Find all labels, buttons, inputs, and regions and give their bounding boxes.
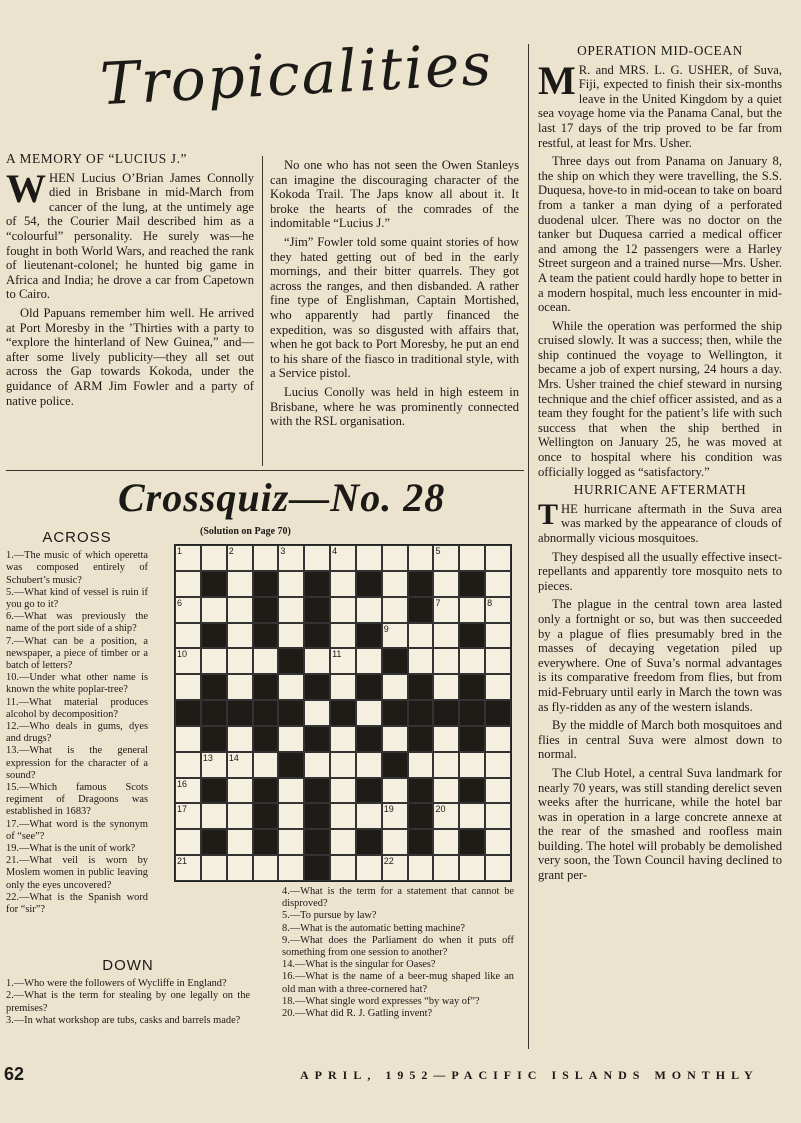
grid-cell[interactable]: [175, 752, 201, 778]
hurricane-p2: They despised all the usually effective insect-repellants and apparently tore mosquito nets to pieces.: [538, 549, 782, 593]
cell-number: 5: [435, 546, 441, 556]
grid-cell-black: [356, 623, 382, 649]
cell-number: 7: [435, 597, 441, 608]
cell-number: 19: [383, 804, 394, 815]
grid-cell[interactable]: [433, 571, 459, 597]
cell-number: 21: [177, 856, 188, 867]
clue: 6.—What was previously the name of the port side of a ship?: [6, 611, 148, 635]
hurricane-p1: THE hurricane aftermath in the Suva area was marked by the appearance of clouds of abnormally vicious mosquitoes.: [538, 497, 782, 545]
grid-cell-black: [408, 778, 434, 804]
crossquiz-title: Crossquiz—No. 28: [118, 475, 446, 520]
grid-cell[interactable]: [278, 571, 304, 597]
grid-cell[interactable]: [485, 648, 511, 674]
grid-cell[interactable]: [201, 545, 227, 571]
grid-cell[interactable]: [278, 829, 304, 855]
grid-cell-black: [304, 623, 330, 649]
grid-cell[interactable]: [330, 674, 356, 700]
grid-cell-black: [433, 700, 459, 726]
clue: 12.—Who deals in gums, dyes and drugs?: [6, 721, 148, 745]
cell-number: 4: [332, 546, 338, 556]
column-divider-right: [528, 44, 529, 1049]
cell-number: 12: [177, 701, 188, 712]
grid-cell[interactable]: [330, 829, 356, 855]
clue: 13.—What is the general expression for the character of a sound?: [6, 745, 148, 781]
grid-cell-black: [408, 700, 434, 726]
grid-cell[interactable]: [459, 597, 485, 623]
grid-cell[interactable]: [278, 545, 304, 571]
lucius-p4: “Jim” Fowler told some quaint stories of how they hated getting out of bed in the early mornings, and their bitter quarrels. They got across the ranges, and then disbanded. A rather fine type of Englishman, Captain Mortished, who apparently had partly financed the expedition, was so disgusted with affairs that, when he got back to Port Moresby, he put an end to his share of the fiasco in traditional style, with a Service pistol.: [270, 234, 519, 381]
grid-cell[interactable]: [433, 752, 459, 778]
grid-cell[interactable]: [175, 545, 201, 571]
grid-cell[interactable]: [382, 803, 408, 829]
grid-cell[interactable]: [408, 545, 434, 571]
grid-cell[interactable]: [459, 545, 485, 571]
grid-cell[interactable]: [485, 752, 511, 778]
across-clues: [6, 529, 148, 916]
cell-number: 10: [177, 649, 188, 660]
grid-cell[interactable]: [330, 648, 356, 674]
clue: 1.—Who were the followers of Wycliffe in England?: [6, 978, 227, 990]
grid-cell-black: [408, 829, 434, 855]
grid-cell[interactable]: [356, 648, 382, 674]
hurricane-p4: By the middle of March both mosquitoes and flies in central Suva were almost down to normal.: [538, 718, 782, 762]
grid-cell[interactable]: [356, 700, 382, 726]
cell-number: 17: [177, 804, 188, 815]
clue: 22.—What is the Spanish word for “sir”?: [6, 891, 148, 916]
grid-cell[interactable]: [330, 803, 356, 829]
grid-cell[interactable]: [485, 623, 511, 649]
grid-cell[interactable]: [227, 623, 253, 649]
grid-cell-black: [485, 700, 511, 726]
operation-p2: Three days out from Panama on January 8, the ship on which they were travelling, the S.S. Duquesa, hove-to in mid-ocean to take on board from a tanker a man dying of a perforated duodenal ulcer. There was no doctor on the tanker but Duquesa carried a medical officer and among the 12 passengers were a Harley Street surgeon and a trained nurse—Mrs. Usher. A team the patient could hardly hope to better in a modern hospital, much less encounter in mid-ocean.: [538, 154, 782, 315]
grid-cell-black: [253, 778, 279, 804]
grid-cell[interactable]: [382, 571, 408, 597]
grid-cell[interactable]: [485, 855, 511, 881]
cell-number: 1: [177, 546, 183, 556]
right-col: [538, 44, 782, 887]
cell-number: 11: [332, 649, 342, 660]
grid-cell[interactable]: [356, 752, 382, 778]
grid-cell[interactable]: [382, 829, 408, 855]
clue: 5.—What kind of vessel is ruin if you go to it?: [6, 586, 148, 611]
page-number: 62: [4, 1064, 25, 1084]
grid-cell[interactable]: [253, 545, 279, 571]
grid-cell[interactable]: [227, 803, 253, 829]
down-clues-right: [282, 886, 514, 1020]
grid-cell-black: [330, 700, 356, 726]
grid-cell[interactable]: [356, 545, 382, 571]
clue: 19.—What is the unit of work?: [6, 843, 136, 855]
grid-cell[interactable]: [201, 855, 227, 881]
drop-cap-w: W: [6, 165, 46, 211]
grid-cell[interactable]: [459, 855, 485, 881]
grid-cell-black: [356, 778, 382, 804]
grid-cell[interactable]: [201, 597, 227, 623]
grid-cell[interactable]: [278, 726, 304, 752]
grid-cell-black: [408, 803, 434, 829]
grid-cell[interactable]: [382, 855, 408, 881]
grid-cell[interactable]: [485, 803, 511, 829]
cell-number: 22: [383, 856, 394, 867]
grid-cell[interactable]: [433, 726, 459, 752]
grid-cell-black: [459, 829, 485, 855]
grid-cell[interactable]: [175, 726, 201, 752]
clue: 14.—What is the singular for Oases?: [282, 959, 436, 971]
lucius-p1: WHEN Lucius O’Brian James Connolly died in Brisbane in mid-March from cancer of the lung, at the untimely age of 54, the Courier Mail described him as a “colourful” personality. He surely was—he fought in both World Wars, and reached the rank of lieutenant-colonel; he hunted big game in Africa and India; he drove a car from Capetown to Cairo.: [6, 165, 254, 302]
lucius-p3: No one who has not seen the Owen Stanleys can imagine the discouraging character of the Kokoda Trail. The Japs know all about it. It broke the hearts of the comrades of the indomitable “Lucius J.”: [270, 158, 519, 231]
grid-cell[interactable]: [330, 545, 356, 571]
grid-cell[interactable]: [253, 648, 279, 674]
operation-heading: OPERATION MID-OCEAN: [577, 43, 743, 58]
grid-cell[interactable]: [382, 623, 408, 649]
clue: 2.—What is the term for stealing by one legally on the premises?: [6, 990, 250, 1014]
operation-p3: While the operation was performed the ship cruised slowly. It was a success; then, while the ship continued the voyage to Wellington, it became a job of expert nursing, 24 hours a day. Mrs. Usher trained the chief steward in nursing technique and the chief officer assisted, and as a team they fought for the patient’s life with such success that when the ship berthed in Wellington on January 25, he was moved at once to hospital where his condition was officially logged as “satisfactory.”: [538, 318, 782, 479]
grid-cell[interactable]: [433, 803, 459, 829]
grid-cell-black: [304, 571, 330, 597]
grid-cell-black: [278, 648, 304, 674]
grid-cell-black: [304, 674, 330, 700]
cell-number: 18: [306, 804, 317, 815]
grid-cell[interactable]: [330, 726, 356, 752]
grid-cell[interactable]: [330, 778, 356, 804]
hurricane-p5: The Club Hotel, a central Suva landmark for nearly 70 years, was still standing derelict seven weeks after the hurricane, while the hotel bar was in operation in a large concrete annexe at the rear of the smashed and roofless main building. The hotel will probably be demolished very soon, the Town Council having declined to grant per-: [538, 765, 782, 883]
grid-cell-black: [408, 726, 434, 752]
grid-cell-black: [253, 829, 279, 855]
grid-cell[interactable]: [278, 597, 304, 623]
grid-cell-black: [356, 674, 382, 700]
grid-cell[interactable]: [330, 855, 356, 881]
grid-cell[interactable]: [227, 778, 253, 804]
grid-cell[interactable]: [485, 597, 511, 623]
grid-cell[interactable]: [227, 855, 253, 881]
grid-cell[interactable]: [304, 545, 330, 571]
grid-cell-black: [356, 829, 382, 855]
grid-cell-black: [278, 700, 304, 726]
grid-cell-black: [304, 597, 330, 623]
grid-cell[interactable]: [356, 803, 382, 829]
lucius-col-1: [6, 152, 254, 412]
grid-cell-black: [304, 778, 330, 804]
grid-cell-black: [201, 674, 227, 700]
clue: 11.—What material produces alcohol by decomposition?: [6, 696, 148, 720]
grid-cell-black: [459, 674, 485, 700]
grid-cell[interactable]: [433, 778, 459, 804]
clue: 21.—What veil is worn by Moslem women in public leaving only the eyes uncovered?: [6, 855, 148, 891]
grid-cell[interactable]: [175, 674, 201, 700]
lucius-p5: Lucius Conolly was held in high esteem in Brisbane, where he was prominently connected with the RSL organisation.: [270, 384, 519, 429]
cell-number: 2: [228, 546, 234, 556]
grid-cell[interactable]: [408, 623, 434, 649]
grid-cell[interactable]: [278, 623, 304, 649]
grid-cell[interactable]: [356, 855, 382, 881]
grid-cell[interactable]: [278, 803, 304, 829]
grid-cell-black: [382, 648, 408, 674]
lucius-heading: A MEMORY OF “LUCIUS J.”: [6, 151, 188, 166]
grid-cell[interactable]: [175, 571, 201, 597]
grid-cell-black: [356, 726, 382, 752]
grid-cell[interactable]: [201, 648, 227, 674]
grid-cell[interactable]: [459, 648, 485, 674]
grid-cell[interactable]: [433, 648, 459, 674]
grid-cell[interactable]: [175, 829, 201, 855]
crossword-grid: [174, 544, 512, 882]
cell-number: 14: [228, 752, 239, 763]
grid-cell[interactable]: [227, 545, 253, 571]
hurricane-heading: HURRICANE AFTERMATH: [573, 482, 747, 498]
grid-cell-black: [201, 726, 227, 752]
grid-cell[interactable]: [485, 545, 511, 571]
grid-cell[interactable]: [304, 700, 330, 726]
grid-cell-black: [408, 674, 434, 700]
grid-cell[interactable]: [304, 648, 330, 674]
operation-p1: M R. and MRS. L. G. USHER, of Suva, Fiji, expected to finish their six-months leave in the United Kingdom by a quiet sea voyage home via the Panama Canal, but the last 17 days of the trip proved to be far from restful, at least for Mrs. Usher.: [538, 57, 782, 150]
grid-cell-black: [201, 623, 227, 649]
grid-cell[interactable]: [175, 803, 201, 829]
grid-cell[interactable]: [433, 545, 459, 571]
drop-cap-t: T: [538, 497, 559, 531]
grid-cell-black: [459, 726, 485, 752]
clue: 8.—What is the automatic betting machine?: [282, 922, 465, 934]
grid-cell[interactable]: [175, 855, 201, 881]
grid-cell[interactable]: [433, 623, 459, 649]
grid-cell[interactable]: [408, 752, 434, 778]
grid-cell-black: [201, 700, 227, 726]
solution-note: (Solution on Page 70): [200, 526, 291, 537]
grid-cell[interactable]: [227, 648, 253, 674]
grid-cell-black: [304, 829, 330, 855]
clue: 10.—Under what other name is known the white poplar-tree?: [6, 672, 148, 696]
grid-cell-black: [253, 803, 279, 829]
grid-cell-black: [278, 752, 304, 778]
lucius-col-2: [270, 158, 519, 433]
grid-cell-black: [227, 700, 253, 726]
masthead-title: Tropicalities: [98, 29, 495, 119]
grid-cell-black: [304, 855, 330, 881]
grid-cell[interactable]: [485, 829, 511, 855]
cell-number: 3: [280, 546, 286, 556]
grid-cell-black: [356, 571, 382, 597]
grid-cell[interactable]: [485, 571, 511, 597]
cell-number: 8: [487, 597, 493, 608]
grid-cell[interactable]: [175, 623, 201, 649]
grid-cell[interactable]: [382, 674, 408, 700]
grid-cell-black: [253, 700, 279, 726]
footer-title: APRIL, 1952—PACIFIC ISLANDS MONTHLY: [300, 1068, 759, 1082]
lucius-p2: Old Papuans remember him well. He arrived at Port Moresby in the ’Thirties with a party to “explore the hinterland of New Guinea,” and—after some lively publicity—they all set out across the Gap towards Kokoda, under the guidance of ARM Jim Fowler and a party of native police.: [6, 305, 254, 408]
drop-cap-m: M: [538, 57, 576, 103]
grid-cell[interactable]: [433, 674, 459, 700]
clue: 7.—What can be a position, a newspaper, a piece of timber or a batch of letters?: [6, 635, 148, 672]
grid-cell[interactable]: [330, 597, 356, 623]
clue: 3.—In what workshop are tubs, casks and barrels made?: [6, 1014, 241, 1026]
grid-cell-black: [382, 752, 408, 778]
across-heading: ACROSS: [42, 529, 112, 546]
grid-cell[interactable]: [201, 803, 227, 829]
grid-cell[interactable]: [408, 648, 434, 674]
grid-cell-black: [201, 778, 227, 804]
clue: 1.—The music of which operetta was composed entirely of Schubert’s music?: [6, 550, 148, 586]
grid-cell-black: [408, 571, 434, 597]
cell-number: 15: [383, 752, 394, 763]
grid-cell-black: [304, 726, 330, 752]
grid-cell[interactable]: [227, 674, 253, 700]
grid-cell[interactable]: [227, 829, 253, 855]
grid-cell[interactable]: [175, 648, 201, 674]
grid-cell[interactable]: [433, 597, 459, 623]
grid-cell[interactable]: [330, 623, 356, 649]
hurricane-p3: The plague in the central town area lasted only a fortnight or so, but was then succeeded by a plague of flies presumably bred in the masses of decaying vegetation piled up everywhere. One of Suva’s normal advantages is its comparative freedom from flies, but from mid-February until early in March the town was as fly-ridden as any of the western islands.: [538, 597, 782, 714]
grid-cell-black: [253, 623, 279, 649]
grid-cell[interactable]: [201, 752, 227, 778]
grid-cell[interactable]: [227, 752, 253, 778]
grid-cell-black: [459, 700, 485, 726]
clue: 9.—What does the Parliament do when it puts off something from one session to another?: [282, 934, 514, 959]
down-clues-left: [6, 957, 250, 1027]
grid-cell-black: [175, 700, 201, 726]
column-divider-left: [262, 156, 263, 466]
grid-cell-black: [253, 726, 279, 752]
clue: 20.—What did R. J. Gatling invent?: [282, 1008, 433, 1020]
cell-number: 9: [383, 623, 389, 634]
clue: 18.—What single word expresses “by way of”?: [282, 995, 480, 1007]
grid-cell[interactable]: [485, 726, 511, 752]
grid-cell-black: [253, 597, 279, 623]
grid-cell[interactable]: [459, 803, 485, 829]
grid-cell[interactable]: [253, 752, 279, 778]
clue: 4.—What is the term for a statement that cannot be disproved?: [282, 886, 514, 910]
grid-cell[interactable]: [175, 597, 201, 623]
grid-cell[interactable]: [485, 778, 511, 804]
grid-cell[interactable]: [227, 597, 253, 623]
grid-cell[interactable]: [408, 855, 434, 881]
grid-cell[interactable]: [278, 674, 304, 700]
grid-cell[interactable]: [459, 752, 485, 778]
grid-cell[interactable]: [356, 597, 382, 623]
grid-cell[interactable]: [227, 571, 253, 597]
cell-number: 13: [202, 752, 213, 763]
grid-cell[interactable]: [382, 778, 408, 804]
grid-cell[interactable]: [433, 829, 459, 855]
grid-cell[interactable]: [382, 726, 408, 752]
cell-number: 6: [177, 597, 183, 608]
cell-number: 20: [435, 804, 446, 815]
grid-cell[interactable]: [175, 778, 201, 804]
grid-cell[interactable]: [330, 752, 356, 778]
grid-cell[interactable]: [227, 726, 253, 752]
grid-cell[interactable]: [382, 545, 408, 571]
grid-cell[interactable]: [433, 855, 459, 881]
footer: [0, 1058, 801, 1088]
clue: 16.—What is the name of a beer-mug shaped like an old man with a three-cornered hat?: [282, 971, 514, 995]
grid-cell[interactable]: [485, 674, 511, 700]
grid-cell-black: [459, 778, 485, 804]
clue: 15.—Which famous Scots regiment of Dragoons was established in 1683?: [6, 782, 148, 818]
grid-cell[interactable]: [253, 855, 279, 881]
grid-cell-black: [382, 700, 408, 726]
grid-cell[interactable]: [304, 752, 330, 778]
clue: 5.—To pursue by law?: [282, 910, 377, 922]
section-rule: [6, 470, 524, 471]
grid-cell-black: [459, 623, 485, 649]
grid-cell-black: [201, 829, 227, 855]
grid-cell[interactable]: [278, 778, 304, 804]
grid-cell[interactable]: [278, 855, 304, 881]
clue: 17.—What word is the synonym of “see”?: [6, 818, 148, 842]
grid-cell-black: [253, 674, 279, 700]
grid-cell-black: [459, 571, 485, 597]
grid-cell[interactable]: [330, 571, 356, 597]
grid-cell[interactable]: [382, 597, 408, 623]
grid-cell-black: [408, 597, 434, 623]
grid-cell-black: [253, 571, 279, 597]
grid-cell-black: [201, 571, 227, 597]
cell-number: 16: [177, 778, 188, 789]
down-heading: DOWN: [102, 957, 154, 974]
grid-cell-black: [304, 803, 330, 829]
